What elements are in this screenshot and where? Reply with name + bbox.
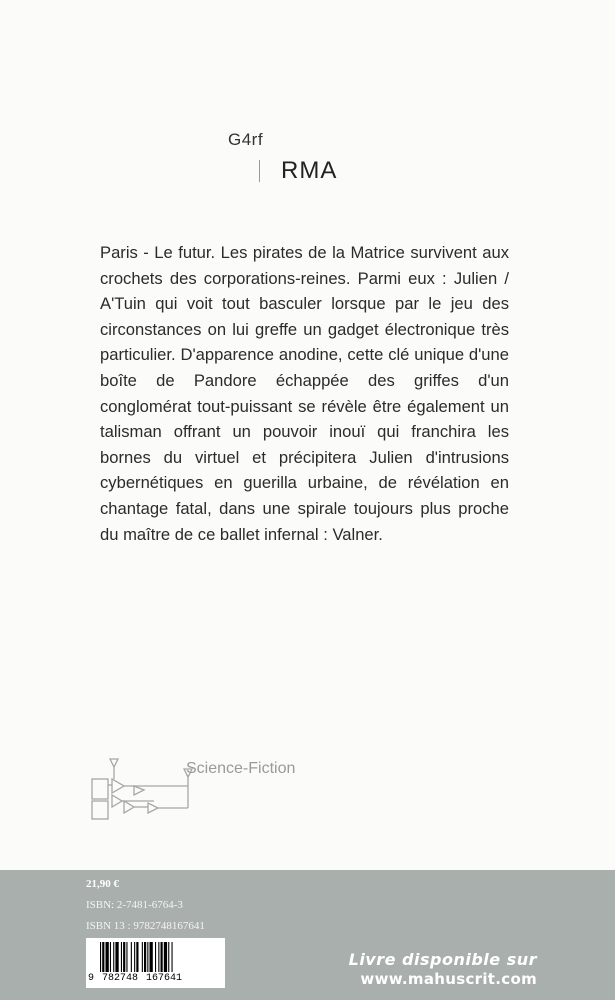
barcode-bar: [142, 942, 143, 972]
barcode-digit-right: 167641: [146, 973, 183, 984]
barcode-bar: [113, 942, 114, 972]
barcode-bar: [100, 942, 101, 972]
barcode-bar: [161, 942, 163, 972]
author-name: G4rf: [228, 130, 264, 149]
blurb-text: Paris - Le futur. Les pirates de la Matrice survivent aux crochets des corporations-reines. Parmi eux : Julien / A'Tuin qui voit tout basculer lorsque par le jeu des circonstances on lui greffe un gadget électronique très particulier. D'apparence anodine, cette clé unique d'une boîte de Pandore échappée des griffes d'un conglomérat tout-puissant se révèle être également un talisman offrant un pouvoir inouï qui franchira les bornes du virtuel et précipitera Julien d'intrusions cybernétiques en guerilla urbaine, de révélation en chantage fatal, dans une spirale toujours plus proche du maître de ce ballet infernal : Valner.: [100, 243, 509, 544]
barcode: [86, 938, 225, 988]
barcode-bar: [121, 942, 122, 972]
title-divider: [259, 160, 260, 182]
barcode-bar: [144, 942, 146, 972]
barcode-bar: [147, 942, 148, 972]
barcode-bar: [168, 942, 169, 972]
barcode-bar: [123, 942, 125, 972]
barcode-digits: [88, 973, 223, 984]
barcode-bar: [134, 942, 135, 972]
barcode-bar: [102, 942, 104, 972]
barcode-bar: [155, 942, 156, 972]
barcode-bar: [158, 942, 159, 972]
barcode-bar: [126, 942, 127, 972]
price: 21,90 €: [86, 878, 119, 890]
footer-band: [0, 870, 615, 1000]
barcode-digit-prefix: 9: [88, 973, 95, 984]
barcode-bars: [100, 942, 214, 972]
website-link[interactable]: www.mahuscrit.com: [360, 970, 537, 988]
barcode-bar: [164, 942, 167, 972]
barcode-bar: [106, 942, 109, 972]
barcode-bar: [110, 942, 111, 972]
isbn-13: ISBN 13 : 9782748167641: [86, 920, 205, 932]
barcode-bar: [150, 942, 153, 972]
isbn-10: ISBN: 2-7481-6764-3: [86, 899, 183, 911]
barcode-bar: [172, 942, 173, 972]
book-title: RMA: [281, 157, 338, 184]
barcode-bar: [131, 942, 132, 972]
barcode-bar: [115, 942, 118, 972]
availability-text: Livre disponible sur: [348, 950, 537, 969]
genre-label: Science-Fiction: [186, 760, 296, 777]
barcode-digit-left: 782748: [102, 973, 139, 984]
barcode-bar: [136, 942, 138, 972]
